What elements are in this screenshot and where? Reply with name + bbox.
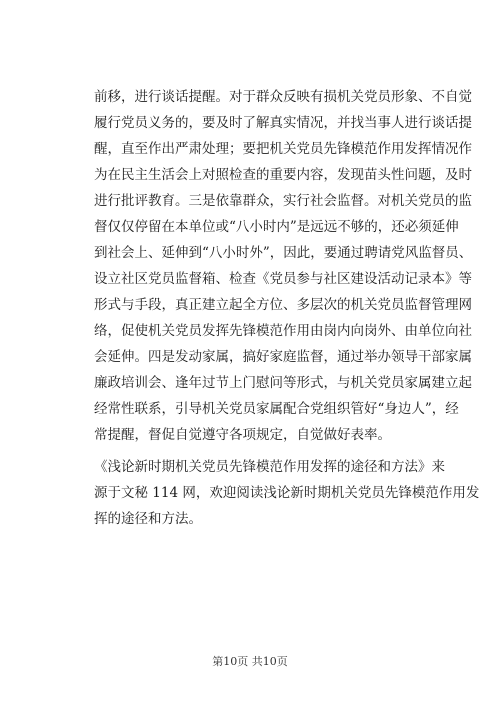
- page-number: 第10页 共10页: [212, 655, 288, 668]
- text-line: 进行批评教育。三是依靠群众，实行社会监督。对机关党员的监: [94, 193, 472, 209]
- text-line: 经常性联系，引导机关党员家属配合党组织管好“身边人”，经: [94, 401, 459, 417]
- paragraph-1: [94, 84, 473, 448]
- page-footer: [0, 653, 500, 669]
- text-line: 络，促使机关党员发挥先锋模范作用由岗内向岗外、由单位向社: [94, 323, 472, 339]
- paragraph-2: [94, 454, 480, 532]
- text-line: 醒，直至作出严肃处理；要把机关党员先锋模范作用发挥情况作: [94, 141, 472, 157]
- text-line: 廉政培训会、逢年过节上门慰问等形式，与机关党员家属建立起: [94, 375, 472, 391]
- text-line: 为在民主生活会上对照检查的重要内容，发现苗头性问题，及时: [94, 167, 472, 183]
- text-line: 前移，进行谈话提醒。对于群众反映有损机关党员形象、不自觉: [94, 89, 472, 105]
- text-line: 履行党员义务的，要及时了解真实情况，并找当事人进行谈话提: [94, 115, 472, 131]
- text-line: 挥的途径和方法。: [94, 511, 202, 527]
- text-line: 会延伸。四是发动家属，搞好家庭监督，通过举办领导干部家属: [94, 349, 472, 365]
- text-line: 形式与手段，真正建立起全方位、多层次的机关党员监督管理网: [94, 297, 472, 313]
- document-body: [94, 84, 480, 532]
- text-line: 常提醒，督促自觉遵守各项规定，自觉做好表率。: [94, 427, 391, 443]
- text-line: 源于文秘 114 网，欢迎阅读浅论新时期机关党员先锋模范作用发: [94, 485, 480, 501]
- text-line: 设立社区党员监督箱、检查《党员参与社区建设活动记录本》等: [94, 271, 472, 287]
- text-line: 《浅论新时期机关党员先锋模范作用发挥的途径和方法》来: [94, 459, 445, 475]
- text-line: 督仅仅停留在本单位或“八小时内”是远远不够的，还必须延伸: [94, 219, 459, 235]
- text-line: 到社会上、延伸到“八小时外”，因此，要通过聘请党风监督员、: [94, 245, 473, 261]
